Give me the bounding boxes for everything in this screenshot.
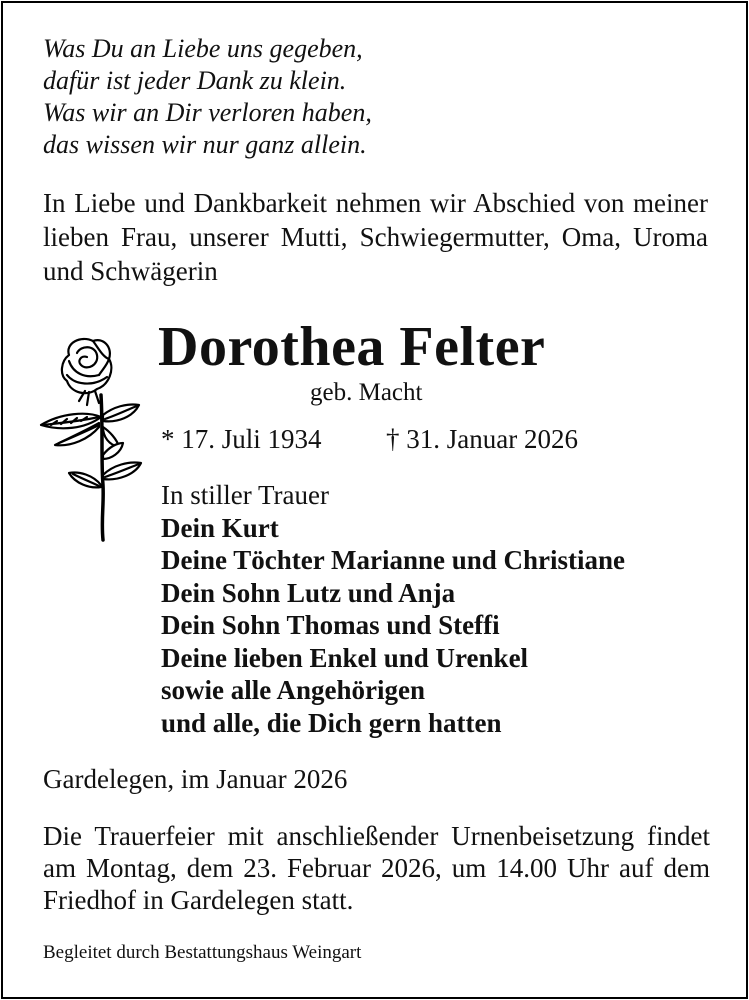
obituary-notice [1, 1, 748, 999]
intro-text: In Liebe und Dankbarkeit nehmen wir Abschied von meiner lieben Frau, unserer Mutti, Schwiegermutter, Oma, Uroma und Schwägerin [43, 188, 708, 286]
mourner-line: Dein Sohn Lutz und Anja [161, 577, 456, 608]
mourners-lead: In stiller Trauer [161, 480, 329, 510]
mourner-line: sowie alle Angehörigen [161, 675, 425, 705]
poem-line: Was Du an Liebe uns gegeben, [43, 34, 363, 63]
poem-line: Was wir an Dir verloren haben, [43, 98, 372, 127]
mourner-line: Dein Sohn Thomas und Steffi [161, 610, 500, 640]
birth-date: * 17. Juli 1934 [161, 424, 322, 454]
mourner-line: Deine lieben Enkel und Urenkel [161, 642, 529, 673]
maiden-name: geb. Macht [310, 379, 423, 406]
death-date: † 31. Januar 2026 [386, 424, 578, 454]
rose-icon [37, 335, 143, 543]
funeral-service-info: Die Trauerfeier mit anschließender Urnenbeisetzung findet am Montag, dem 23. Februar 2026, um 14.00 Uhr auf dem Friedhof in Gardelegen statt. [43, 821, 710, 915]
undertaker-credit: Begleitet durch Bestattungshaus Weingart [43, 942, 362, 963]
place-date: Gardelegen, im Januar 2026 [43, 764, 348, 794]
poem-line: dafür ist jeder Dank zu klein. [43, 66, 347, 95]
poem [43, 33, 372, 161]
mourner-line: Dein Kurt [161, 512, 279, 543]
poem-line: das wissen wir nur ganz allein. [43, 130, 367, 159]
mourner-line: Deine Töchter Marianne und Christiane [161, 545, 626, 575]
deceased-name: Dorothea Felter [158, 316, 546, 378]
mourner-line: und alle, die Dich gern hatten [161, 707, 502, 738]
mourners-list [161, 479, 625, 739]
